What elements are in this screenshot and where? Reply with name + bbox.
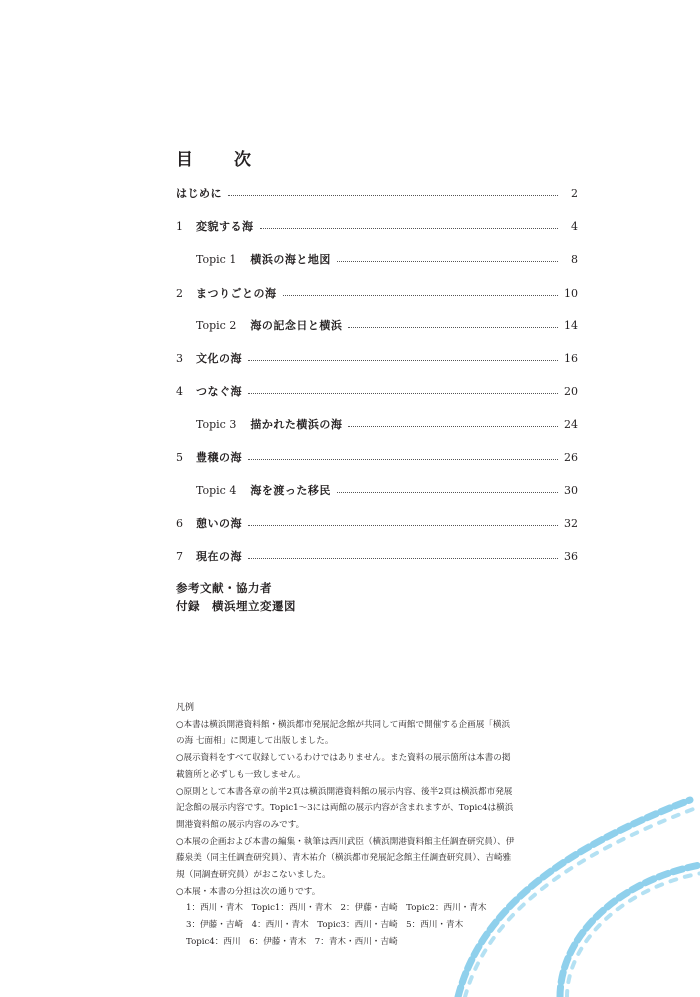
toc-entry-page: 20 bbox=[564, 384, 578, 398]
toc-entry-page: 32 bbox=[564, 516, 578, 530]
note-item: ○展示資料をすべて収録しているわけではありません。また資料の展示箇所は本書の掲載箇所と必ずしも一致しません。 bbox=[176, 753, 511, 780]
toc-entry-label: 豊穣の海 bbox=[196, 451, 242, 464]
toc-entry-label: まつりごとの海 bbox=[196, 287, 277, 300]
toc-entry[interactable] bbox=[176, 547, 578, 565]
toc-entry-topic: Topic 4 bbox=[196, 484, 237, 497]
toc-entry[interactable] bbox=[176, 448, 578, 466]
toc-entry-page: 8 bbox=[571, 252, 578, 266]
toc-entry-number: 6 bbox=[176, 516, 183, 530]
dot-leader bbox=[248, 458, 558, 460]
toc-entry-label: 現在の海 bbox=[196, 550, 242, 563]
toc-entry-page: 30 bbox=[564, 483, 578, 497]
toc-entry-page: 10 bbox=[564, 286, 578, 300]
note-item: ○本展の企画および本書の編集・執筆は西川武臣（横浜開港資料館主任調査研究員）、伊藤泉美（同主任調査研究員）、青木祐介（横浜都市発展記念館主任調査研究員）、吉崎雅規（同調査研究員）がおこないました。 bbox=[176, 836, 515, 881]
toc-entry-label: 海の記念日と横浜 bbox=[250, 319, 343, 332]
toc-entry[interactable] bbox=[176, 514, 578, 532]
toc-entry-topic: Topic 2 bbox=[196, 319, 237, 332]
toc-extra-appendix[interactable]: 付録 横浜埋立変遷図 bbox=[176, 599, 296, 613]
toc-entry-page: 4 bbox=[571, 219, 578, 233]
toc-entry-label: 描かれた横浜の海 bbox=[250, 418, 343, 431]
toc-entry-topic: Topic 3 bbox=[196, 418, 237, 431]
role-line: 3：伊藤・吉崎 4：西川・青木 Topic3：西川・吉崎 5：西川・青木 bbox=[186, 920, 464, 931]
toc-entry[interactable] bbox=[176, 349, 578, 367]
toc-entry-label: 海を渡った移民 bbox=[250, 484, 331, 497]
toc-entry-page: 36 bbox=[564, 549, 578, 563]
role-line: 1：西川・青木 Topic1：西川・青木 2：伊藤・吉崎 Topic2：西川・青木 bbox=[186, 903, 487, 914]
toc-entry-page: 16 bbox=[564, 351, 578, 365]
toc-entry-number: 7 bbox=[176, 549, 183, 563]
dot-leader bbox=[248, 524, 558, 526]
toc-entry-page: 2 bbox=[571, 186, 578, 200]
toc-entry-label: はじめに bbox=[176, 187, 222, 200]
toc-entry-number: 4 bbox=[176, 384, 183, 398]
toc-entry-topic: Topic 1 bbox=[196, 253, 237, 266]
toc-entry[interactable] bbox=[196, 250, 578, 268]
dot-leader bbox=[348, 326, 558, 328]
toc-extra-references[interactable]: 参考文献・協力者 bbox=[176, 581, 272, 595]
toc-entry[interactable] bbox=[176, 284, 578, 302]
toc-entry[interactable] bbox=[176, 217, 578, 235]
toc-entry[interactable] bbox=[196, 415, 578, 433]
dot-leader bbox=[248, 359, 558, 361]
toc-entry[interactable] bbox=[196, 481, 578, 499]
rope-decoration-icon bbox=[440, 760, 700, 997]
note-item: ○原則として本書各章の前半2頁は横浜開港資料館の展示内容、後半2頁は横浜都市発展記念館の展示内容です。Topic1～3には両館の展示内容が含まれますが、Topic4は横浜開港資料館の展示内容のみです。 bbox=[176, 786, 514, 830]
toc-entry[interactable] bbox=[176, 184, 578, 202]
toc-entry[interactable] bbox=[196, 316, 578, 334]
note-item: ○本展・本書の分担は次の通りです。 bbox=[176, 886, 321, 897]
dot-leader bbox=[337, 260, 558, 262]
dot-leader bbox=[228, 194, 558, 196]
toc-entry-label: 文化の海 bbox=[196, 352, 242, 365]
toc-entry-label: 憩いの海 bbox=[196, 517, 242, 530]
toc-entry-page: 26 bbox=[564, 450, 578, 464]
toc-entry-number: 3 bbox=[176, 351, 183, 365]
toc-entry-number: 1 bbox=[176, 219, 183, 233]
toc-entry-label: つなぐ海 bbox=[196, 385, 242, 398]
dot-leader bbox=[248, 392, 558, 394]
toc-title: 目 次 bbox=[176, 150, 263, 170]
note-item: ○本書は横浜開港資料館・横浜都市発展記念館が共同して両館で開催する企画展「横浜の海 七面相」に関連して出版しました。 bbox=[176, 719, 511, 747]
role-line: Topic4：西川 6：伊藤・青木 7：青木・西川・吉崎 bbox=[186, 936, 398, 947]
dot-leader bbox=[260, 227, 559, 229]
toc-entry-number: 5 bbox=[176, 450, 183, 464]
toc-entry-number: 2 bbox=[176, 286, 183, 300]
toc-entry-page: 14 bbox=[564, 318, 578, 332]
toc-entry-page: 24 bbox=[564, 417, 578, 431]
toc-entry-label: 変貌する海 bbox=[196, 220, 254, 233]
dot-leader bbox=[248, 557, 558, 559]
dot-leader bbox=[348, 425, 558, 427]
toc-entry-label: 横浜の海と地図 bbox=[250, 253, 331, 266]
dot-leader bbox=[283, 294, 559, 296]
toc-entry[interactable] bbox=[176, 382, 578, 400]
notes-heading: 凡例 bbox=[176, 703, 195, 713]
dot-leader bbox=[337, 491, 558, 493]
